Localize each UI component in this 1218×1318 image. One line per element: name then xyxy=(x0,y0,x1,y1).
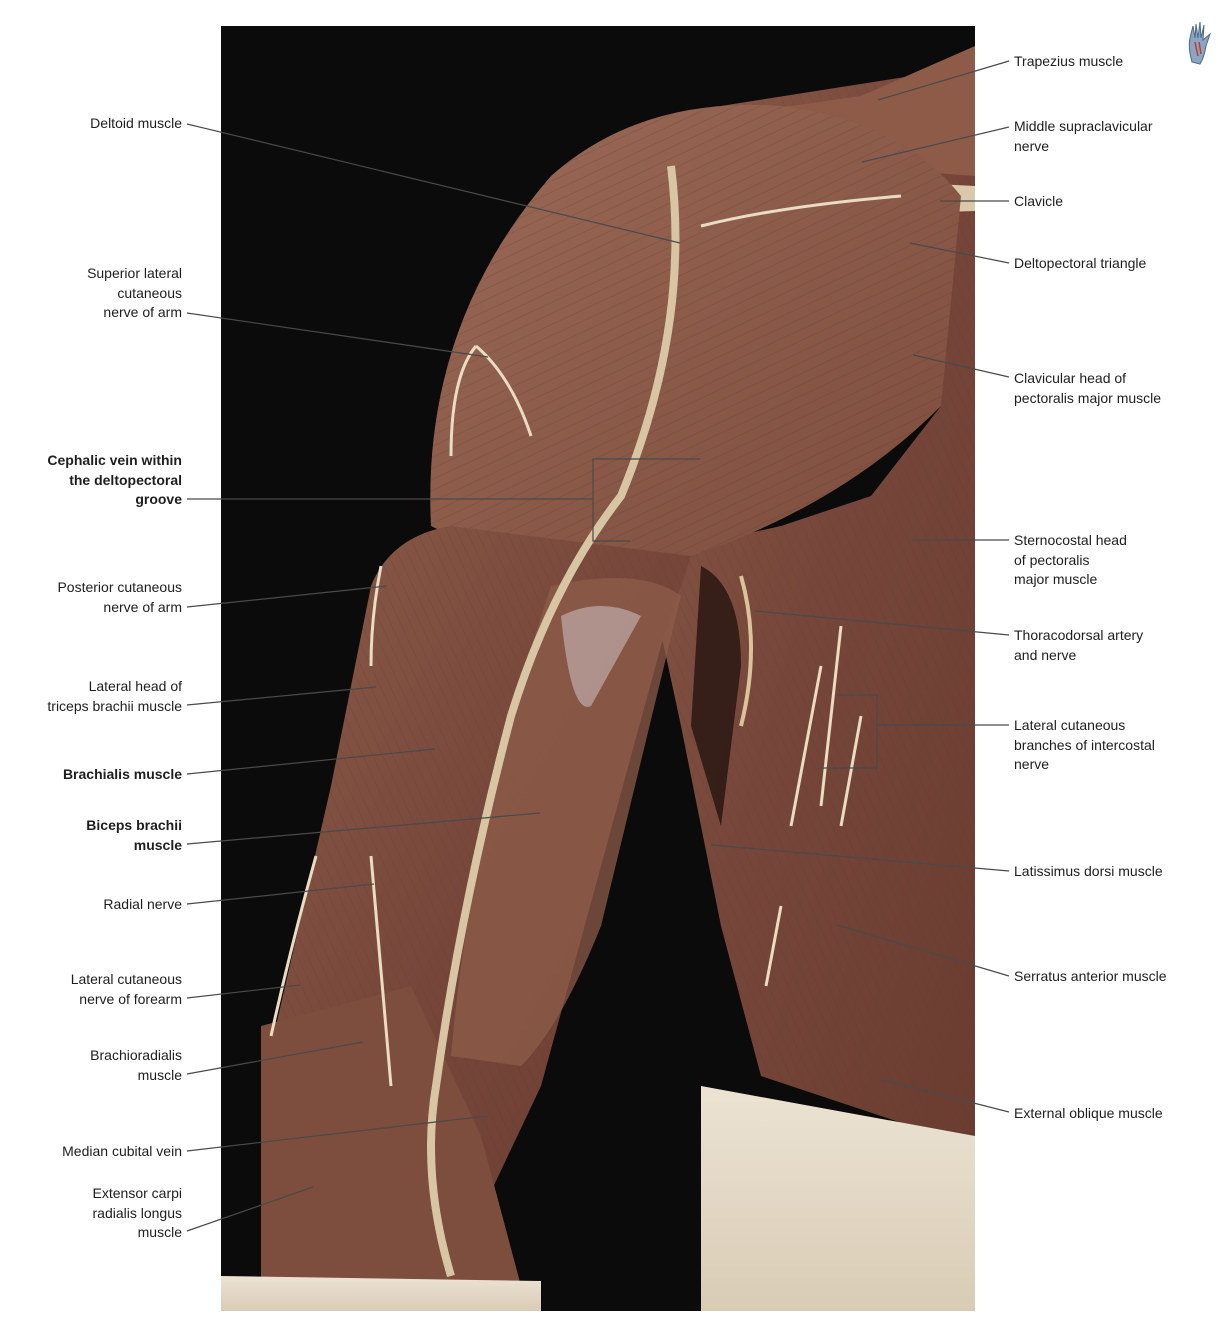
label-dp-triangle: Deltopectoral triangle xyxy=(1014,255,1147,271)
label-thoracodorsal: Thoracodorsal artery and nerve xyxy=(1014,627,1144,663)
label-brachiorad: Brachioradialis muscle xyxy=(90,1047,182,1083)
hand-orientation-icon xyxy=(1186,18,1216,71)
label-post-cut: Posterior cutaneous nerve of arm xyxy=(57,579,182,615)
label-cephalic: Cephalic vein within the deltopectoral groove xyxy=(47,452,182,507)
label-lat-head-tri: Lateral head of triceps brachii muscle xyxy=(47,678,182,714)
label-latissimus: Latissimus dorsi muscle xyxy=(1014,863,1163,879)
cut-tissue-forearm xyxy=(221,1276,541,1311)
label-med-cub: Median cubital vein xyxy=(62,1143,182,1159)
label-trapezius: Trapezius muscle xyxy=(1014,53,1124,69)
label-radial: Radial nerve xyxy=(103,896,182,912)
label-clavicle: Clavicle xyxy=(1014,193,1064,209)
label-deltoid: Deltoid muscle xyxy=(90,115,182,131)
label-clav-head: Clavicular head of pectoralis major muscle xyxy=(1014,370,1162,406)
label-serratus: Serratus anterior muscle xyxy=(1014,968,1167,984)
label-sup-lat-cut: Superior lateral cutaneous nerve of arm xyxy=(87,265,182,320)
label-mid-supra: Middle supraclavicular nerve xyxy=(1014,118,1153,154)
label-ecrl: Extensor carpi radialis longus muscle xyxy=(92,1185,182,1240)
label-biceps: Biceps brachii muscle xyxy=(86,817,182,853)
label-lat-cut-ic: Lateral cutaneous branches of intercostal nerve xyxy=(1014,717,1155,772)
label-ext-oblique: External oblique muscle xyxy=(1014,1105,1163,1121)
label-sternocostal: Sternocostal head of pectoralis major muscle xyxy=(1014,532,1127,587)
label-lat-cut-fore: Lateral cutaneous nerve of forearm xyxy=(70,971,182,1007)
dissection-photo xyxy=(221,26,975,1311)
label-brachialis: Brachialis muscle xyxy=(62,766,182,782)
